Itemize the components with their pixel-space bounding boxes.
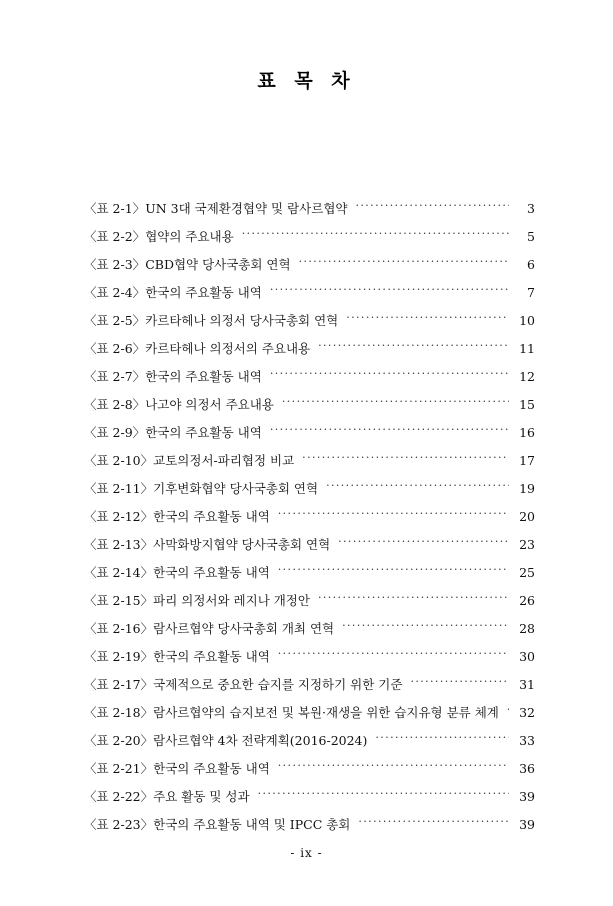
table-of-contents: [84, 200, 535, 844]
toc-entry-page: 10: [519, 312, 535, 328]
toc-entry-page: 28: [519, 620, 535, 636]
toc-entry-page: 39: [519, 816, 535, 832]
toc-entry-label: 〈표 2-23〉: [84, 816, 154, 832]
toc-entry[interactable]: [84, 340, 535, 368]
toc-entry-page: 26: [519, 592, 535, 608]
toc-entry-label: 〈표 2-15〉: [84, 592, 154, 608]
toc-entry-title: 한국의 주요활동 내역 및 IPCC 총회: [153, 816, 351, 832]
toc-leader-dots: [346, 312, 509, 325]
toc-leader-dots: [282, 396, 509, 409]
toc-entry[interactable]: [84, 704, 535, 732]
toc-entry[interactable]: [84, 508, 535, 536]
toc-leader-dots: [270, 424, 509, 437]
toc-entry-page: 19: [519, 480, 535, 496]
toc-entry-label: 〈표 2-18〉: [84, 704, 154, 720]
toc-entry[interactable]: [84, 424, 535, 452]
toc-entry[interactable]: [84, 592, 535, 620]
toc-entry-page: 39: [519, 788, 535, 804]
toc-entry-label: 〈표 2-2〉: [84, 228, 146, 244]
toc-entry-page: 15: [519, 396, 535, 412]
toc-entry-page: 11: [519, 340, 535, 356]
toc-leader-dots: [338, 536, 509, 549]
toc-leader-dots: [270, 368, 509, 381]
toc-entry-title: 국제적으로 중요한 습지를 지정하기 위한 기준: [153, 676, 403, 692]
toc-entry-label: 〈표 2-4〉: [84, 284, 146, 300]
toc-entry-title: 한국의 주요활동 내역: [153, 508, 270, 524]
toc-entry[interactable]: [84, 788, 535, 816]
toc-entry[interactable]: [84, 732, 535, 760]
toc-entry-label: 〈표 2-20〉: [84, 732, 154, 748]
toc-leader-dots: [278, 648, 509, 661]
toc-entry-title: 파리 의정서와 레지나 개정안: [153, 592, 310, 608]
toc-entry-label: 〈표 2-6〉: [84, 340, 146, 356]
toc-entry-label: 〈표 2-17〉: [84, 676, 154, 692]
toc-leader-dots: [278, 564, 509, 577]
toc-entry-page: 23: [519, 536, 535, 552]
toc-entry-page: 7: [527, 284, 535, 300]
toc-entry-page: 30: [519, 648, 535, 664]
toc-leader-dots: [242, 228, 509, 241]
toc-entry[interactable]: [84, 760, 535, 788]
toc-leader-dots: [318, 592, 509, 605]
toc-leader-dots: [318, 340, 509, 353]
toc-entry-page: 32: [519, 704, 535, 720]
toc-leader-dots: [410, 676, 509, 689]
toc-entry-label: 〈표 2-5〉: [84, 312, 146, 328]
toc-entry-page: 3: [527, 200, 535, 216]
toc-leader-dots: [278, 760, 509, 773]
toc-leader-dots: [342, 620, 509, 633]
toc-entry-label: 〈표 2-22〉: [84, 788, 154, 804]
toc-entry[interactable]: [84, 396, 535, 424]
toc-entry-title: 한국의 주요활동 내역: [145, 284, 262, 300]
toc-entry-title: 람사르협약 4차 전략계획(2016-2024): [153, 732, 368, 748]
toc-entry-title: 주요 활동 및 성과: [153, 788, 250, 804]
toc-entry-title: 카르타헤나 의정서 당사국총회 연혁: [145, 312, 339, 328]
toc-entry-label: 〈표 2-19〉: [84, 648, 154, 664]
page-folio: - ix -: [290, 846, 323, 860]
toc-entry-page: 5: [527, 228, 535, 244]
toc-entry-page: 12: [519, 368, 535, 384]
toc-leader-dots: [358, 816, 509, 829]
toc-entry-label: 〈표 2-1〉: [84, 200, 146, 216]
toc-entry-label: 〈표 2-8〉: [84, 396, 146, 412]
toc-entry-page: 33: [519, 732, 535, 748]
toc-entry-title: 한국의 주요활동 내역: [153, 648, 270, 664]
toc-entry-title: 한국의 주요활동 내역: [153, 564, 270, 580]
toc-leader-dots: [299, 256, 509, 269]
toc-entry-page: 20: [519, 508, 535, 524]
toc-entry-title: 협약의 주요내용: [145, 228, 234, 244]
toc-entry-title: CBD협약 당사국총회 연혁: [145, 256, 291, 272]
toc-entry[interactable]: [84, 564, 535, 592]
toc-entry-title: 사막화방지협약 당사국총회 연혁: [153, 536, 331, 552]
toc-entry-page: 6: [527, 256, 535, 272]
toc-entry-label: 〈표 2-9〉: [84, 424, 146, 440]
toc-entry[interactable]: [84, 676, 535, 704]
toc-entry-page: 16: [519, 424, 535, 440]
toc-entry[interactable]: [84, 648, 535, 676]
toc-entry[interactable]: [84, 368, 535, 396]
toc-leader-dots: [270, 284, 509, 297]
toc-entry[interactable]: [84, 480, 535, 508]
toc-entry-label: 〈표 2-7〉: [84, 368, 146, 384]
toc-entry-title: 람사르협약 당사국총회 개최 연혁: [153, 620, 335, 636]
toc-entry-label: 〈표 2-12〉: [84, 508, 154, 524]
toc-entry-page: 31: [519, 676, 535, 692]
toc-leader-dots: [507, 704, 509, 717]
toc-leader-dots: [258, 788, 509, 801]
toc-leader-dots: [375, 732, 509, 745]
toc-entry-title: 한국의 주요활동 내역: [145, 368, 262, 384]
toc-entry[interactable]: [84, 312, 535, 340]
toc-entry-label: 〈표 2-11〉: [84, 480, 154, 496]
toc-entry-label: 〈표 2-16〉: [84, 620, 154, 636]
toc-entry-title: UN 3대 국제환경협약 및 람사르협약: [145, 200, 348, 216]
toc-leader-dots: [278, 508, 509, 521]
toc-entry[interactable]: [84, 228, 535, 256]
toc-entry-title: 람사르협약의 습지보전 및 복원·재생을 위한 습지유형 분류 체계: [153, 704, 499, 720]
toc-leader-dots: [355, 200, 509, 213]
toc-entry[interactable]: [84, 620, 535, 648]
toc-entry-label: 〈표 2-21〉: [84, 760, 154, 776]
toc-entry-page: 36: [519, 760, 535, 776]
toc-entry-label: 〈표 2-13〉: [84, 536, 154, 552]
document-page: [0, 66, 613, 906]
toc-entry-title: 한국의 주요활동 내역: [153, 760, 270, 776]
toc-entry[interactable]: [84, 256, 535, 284]
page-title: 표 목 차: [257, 70, 356, 92]
toc-entry-title: 나고야 의정서 주요내용: [145, 396, 274, 412]
toc-entry-title: 한국의 주요활동 내역: [145, 424, 262, 440]
toc-entry-label: 〈표 2-14〉: [84, 564, 154, 580]
toc-entry-title: 기후변화협약 당사국총회 연혁: [153, 480, 319, 496]
toc-leader-dots: [302, 452, 509, 465]
toc-entry-label: 〈표 2-10〉: [84, 452, 154, 468]
toc-entry[interactable]: [84, 452, 535, 480]
toc-entry[interactable]: [84, 200, 535, 228]
toc-entry-page: 17: [519, 452, 535, 468]
toc-leader-dots: [326, 480, 509, 493]
toc-entry-label: 〈표 2-3〉: [84, 256, 146, 272]
toc-entry-page: 25: [519, 564, 535, 580]
toc-entry[interactable]: [84, 536, 535, 564]
toc-entry[interactable]: [84, 284, 535, 312]
toc-entry-title: 교토의정서-파리협정 비교: [153, 452, 295, 468]
toc-entry-title: 카르타헤나 의정서의 주요내용: [145, 340, 311, 356]
